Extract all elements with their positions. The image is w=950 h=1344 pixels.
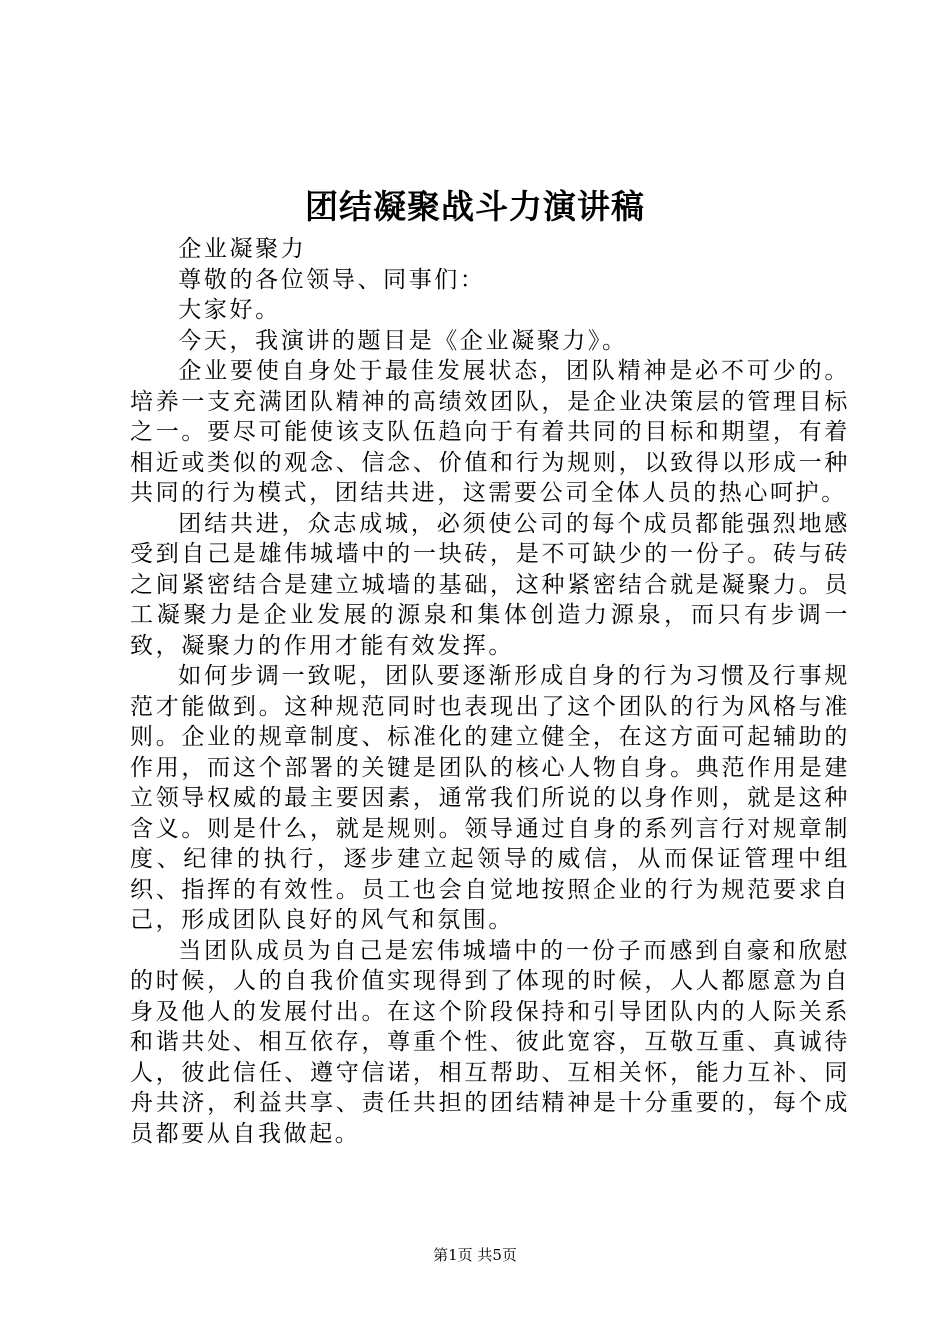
document-body <box>130 234 850 1149</box>
document-title: 团结凝聚战斗力演讲稿 <box>305 187 645 226</box>
paragraph-body-3: 如何步调一致呢，团队要逐渐形成自身的行为习惯及行事规范才能做到。这种规范同时也表现出了这个团队的行为风格与准则。企业的规章制度、标准化的建立健全，在这方面可起辅助的作用，而这个部署的关键是团队的核心人物自身。典范作用是建立领导权威的最主要因素，通常我们所说的以身作则，就是这种含义。则是什么，就是规则。领导通过自身的系列言行对规章制度、纪律的执行，逐步建立起领导的威信，从而保证管理中组织、指挥的有效性。员工也会自觉地按照企业的行为规范要求自己，形成团队良好的风气和氛围。 <box>130 663 850 933</box>
page-indicator: 第1页 共5页 <box>433 1246 517 1264</box>
paragraph-greeting: 大家好。 <box>178 297 281 323</box>
paragraph-body-4: 当团队成员为自己是宏伟城墙中的一份子而感到自豪和欣慰的时候，人的自我价值实现得到了体现的时候，人人都愿意为自身及他人的发展付出。在这个阶段保持和引导团队内的人际关系和谐共处、相互依存，尊重个性、彼此宽容，互敬互重、真诚待人，彼此信任、遵守信诺，相互帮助、互相关怀，能力互补、同舟共济，利益共享、责任共担的团结精神是十分重要的，每个成员都要从自我做起。 <box>130 937 850 1147</box>
paragraph-subtitle: 企业凝聚力 <box>178 236 307 262</box>
paragraph-body-1: 企业要使自身处于最佳发展状态，团队精神是必不可少的。培养一支充满团队精神的高绩效团队，是企业决策层的管理目标之一。要尽可能使该支队伍趋向于有着共同的目标和期望，有着相近或类似的观念、信念、价值和行为规则，以致得以形成一种共同的行为模式，团结共进，这需要公司全体人员的热心呵护。 <box>130 358 850 506</box>
paragraph-salutation: 尊敬的各位领导、同事们： <box>178 266 486 293</box>
paragraph-topic: 今天，我演讲的题目是《企业凝聚力》。 <box>178 327 628 354</box>
paragraph-body-2: 团结共进，众志成城，必须使公司的每个成员都能强烈地感受到自己是雄伟城墙中的一块砖，是不可缺少的一份子。砖与砖之间紧密结合是建立城墙的基础，这种紧密结合就是凝聚力。员工凝聚力是企业发展的源泉和集体创造力源泉，而只有步调一致，凝聚力的作用才能有效发挥。 <box>130 510 850 659</box>
